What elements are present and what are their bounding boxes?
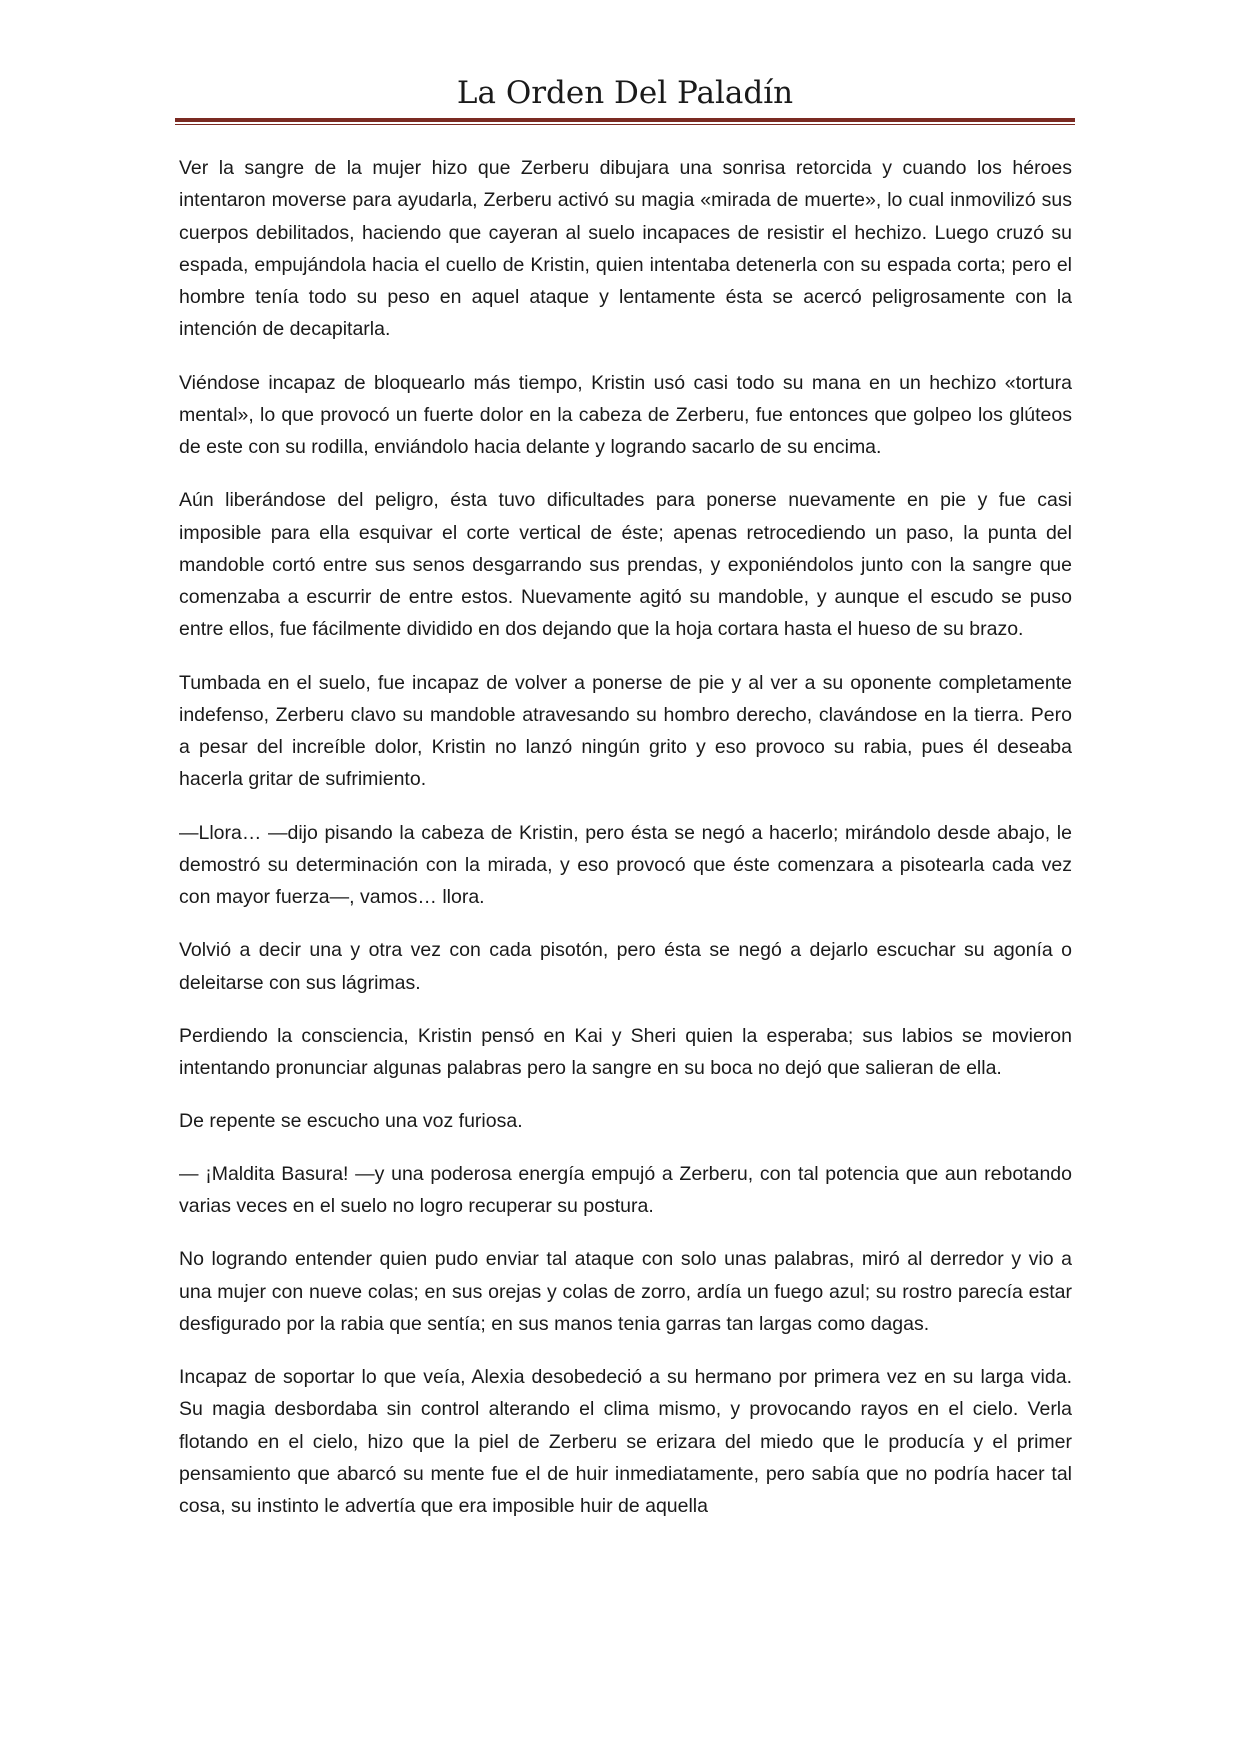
header-rule [175, 118, 1075, 122]
paragraph: — ¡Maldita Basura! —y una poderosa energía empujó a Zerberu, con tal potencia que aun rebotando varias veces en el suelo no logro recuperar su postura. [179, 1163, 1072, 1218]
page-title: La Orden Del Paladín [456, 75, 794, 111]
paragraph: —Llora… —dijo pisando la cabeza de Kristin, pero ésta se negó a hacerlo; mirándolo desde abajo, le demostró su determinación con la mirada, y eso provocó que éste comenzara a pisotearla cada vez con mayor fuerza—, vamos… llora. [179, 821, 1072, 909]
paragraph: Ver la sangre de la mujer hizo que Zerberu dibujara una sonrisa retorcida y cuando los héroes intentaron moverse para ayudarla, Zerberu activó su magia «mirada de muerte», lo cual inmovilizó sus cuerpos debilitados, haciendo que cayeran al suelo incapaces de resistir el hechizo. Luego cruzó su espada, empujándola hacia el cuello de Kristin, quien intentaba detenerla con su espada corta; pero el hombre tenía todo su peso en aquel ataque y lentamente ésta se acercó peligrosamente con la intención de decapitarla. [179, 157, 1072, 341]
header-rule-thin [175, 124, 1075, 125]
paragraph: Tumbada en el suelo, fue incapaz de volver a ponerse de pie y al ver a su oponente completamente indefenso, Zerberu clavo su mandoble atravesando su hombro derecho, clavándose en la tierra. Pero a pesar del increíble dolor, Kristin no lanzó ningún grito y eso provoco su rabia, pues él deseaba hacerla gritar de sufrimiento. [179, 671, 1072, 791]
paragraph: Aún liberándose del peligro, ésta tuvo dificultades para ponerse nuevamente en pie y fue casi imposible para ella esquivar el corte vertical de éste; apenas retrocediendo un paso, la punta del mandoble cortó entre sus senos desgarrando sus prendas, y exponiéndolos junto con la sangre que comenzaba a escurrir de entre estos. Nuevamente agitó su mandoble, y aunque el escudo se puso entre ellos, fue fácilmente dividido en dos dejando que la hoja cortara hasta el hueso de su brazo. [179, 489, 1072, 641]
paragraph: Incapaz de soportar lo que veía, Alexia desobedeció a su hermano por primera vez en su larga vida. Su magia desbordaba sin control alterando el clima mismo, y provocando rayos en el cielo. Verla flotando en el cielo, hizo que la piel de Zerberu se erizara del miedo que le producía y el primer pensamiento que abarcó su mente fue el de huir inmediatamente, pero sabía que no podría hacer tal cosa, su instinto le advertía que era imposible huir de aquella [179, 1366, 1072, 1518]
paragraph: Volvió a decir una y otra vez con cada pisotón, pero ésta se negó a dejarlo escuchar su agonía o deleitarse con sus lágrimas. [179, 939, 1072, 994]
paragraph: De repente se escucho una voz furiosa. [179, 1110, 523, 1132]
paragraph: Perdiendo la consciencia, Kristin pensó en Kai y Sheri quien la esperaba; sus labios se movieron intentando pronunciar algunas palabras pero la sangre en su boca no dejó que salieran de ella. [179, 1024, 1072, 1079]
body-text [179, 152, 1072, 1543]
paragraph: No logrando entender quien pudo enviar tal ataque con solo unas palabras, miró al derredor y vio a una mujer con nueve colas; en sus orejas y colas de zorro, ardía un fuego azul; su rostro parecía estar desfigurado por la rabia que sentía; en sus manos tenia garras tan largas como dagas. [179, 1248, 1072, 1336]
paragraph: Viéndose incapaz de bloquearlo más tiempo, Kristin usó casi todo su mana en un hechizo «tortura mental», lo que provocó un fuerte dolor en la cabeza de Zerberu, fue entonces que golpeo los glúteos de este con su rodilla, enviándolo hacia delante y logrando sacarlo de su encima. [179, 371, 1072, 459]
page-header [175, 74, 1075, 112]
